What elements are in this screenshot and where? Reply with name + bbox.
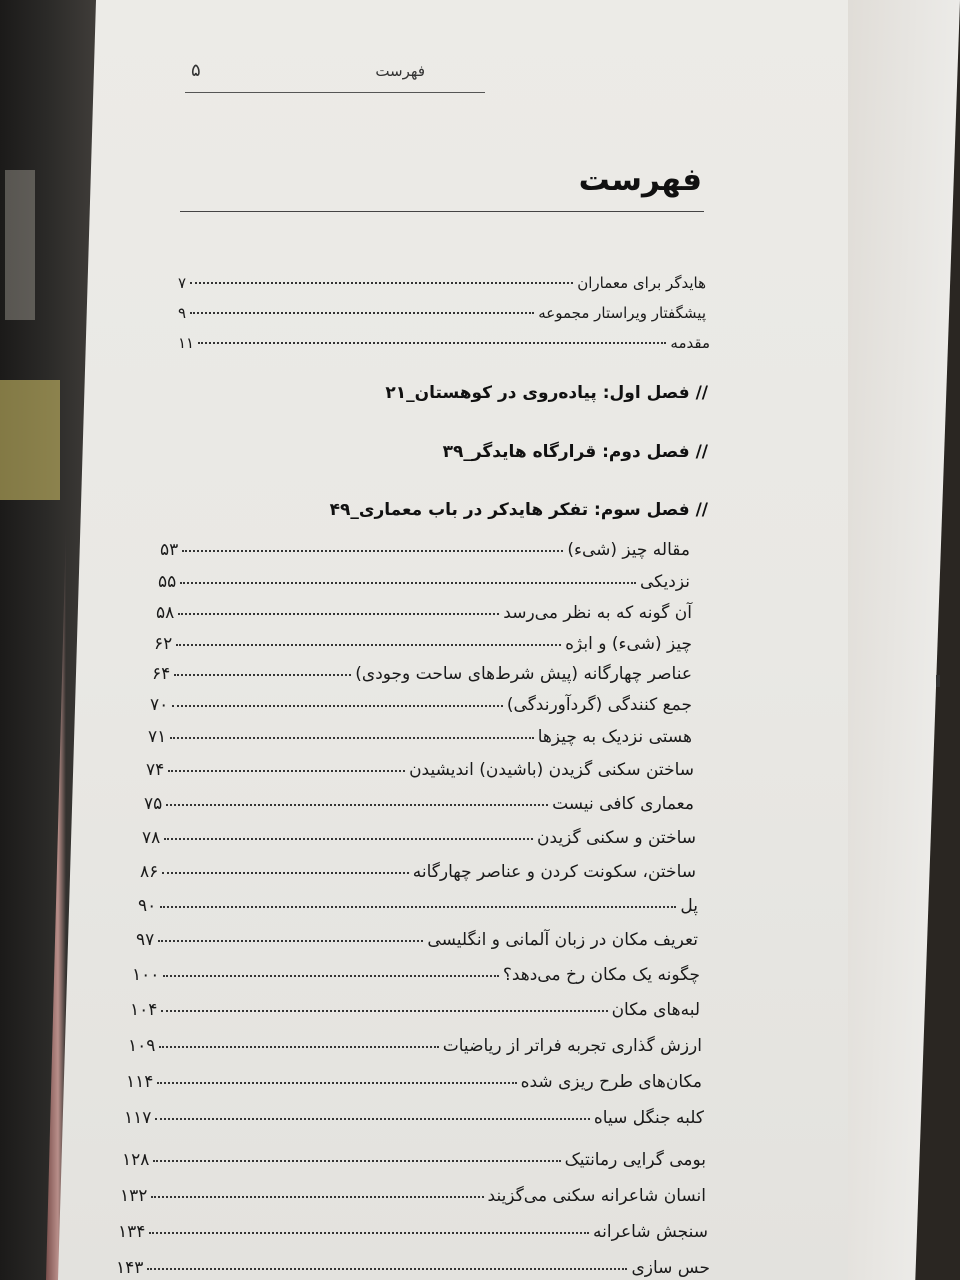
toc-label: چگونه یک مکان رخ می‌دهد؟ [502, 965, 700, 985]
toc-row[interactable] [122, 1140, 706, 1170]
toc-label: سنجش شاعرانه [593, 1222, 708, 1242]
toc-row[interactable] [154, 624, 692, 654]
toc-page: ۵۸ [156, 603, 175, 623]
toc-label: هایدگر برای معماران [577, 274, 706, 292]
leader-dots [151, 1196, 483, 1198]
leader-dots [157, 1082, 516, 1084]
toc-page: ۶۴ [152, 664, 171, 684]
leader-dots [170, 737, 533, 739]
toc-page: ۱۲۸ [122, 1150, 150, 1170]
toc-row[interactable] [160, 530, 690, 560]
chapter-heading[interactable]: // فصل اول: پیاده‌روی در کوهستان_۲۱ [385, 383, 708, 403]
toc-page: ۱۰۴ [130, 1000, 158, 1020]
toc-row[interactable] [158, 562, 690, 592]
running-head-title: فهرست [375, 62, 425, 80]
toc-label: ارزش گذاری تجربه فراتر از ریاضیات [442, 1036, 702, 1056]
toc-label: لبه‌های مکان [611, 1000, 700, 1020]
toc-row[interactable] [116, 1248, 710, 1278]
toc-label: آن گونه که به نظر می‌رسد [503, 603, 692, 623]
toc-label: معماری کافی نیست [552, 794, 694, 814]
toc-row[interactable] [178, 292, 706, 322]
running-head-page-number: ۵ [191, 60, 201, 81]
toc-row[interactable] [126, 1062, 702, 1092]
leader-dots [172, 705, 503, 707]
toc-page: ۶۲ [154, 634, 173, 654]
leader-dots [176, 644, 561, 646]
leader-dots [166, 804, 548, 806]
toc-label: ساختن سکنی گزیدن (باشیدن) اندیشیدن [409, 760, 694, 780]
toc-row[interactable] [178, 262, 706, 292]
toc-label: ساختن و سکنی گزیدن [537, 828, 696, 848]
toc-page: ۱۱ [178, 334, 195, 352]
leader-dots [190, 312, 534, 314]
toc-row[interactable] [178, 322, 710, 352]
toc-page: ۱۳۲ [120, 1186, 148, 1206]
title-rule [180, 211, 704, 212]
toc-label: نزدیکی [640, 572, 690, 592]
toc-page: ۱۱۴ [126, 1072, 154, 1092]
leader-dots [190, 282, 573, 284]
toc-page: ۱۳۴ [118, 1222, 146, 1242]
toc-label: عناصر چهارگانه (پیش شرط‌های ساحت وجودی) [355, 664, 692, 684]
leader-dots [174, 674, 351, 676]
toc-page: ۸۶ [140, 862, 159, 882]
leader-dots [149, 1232, 589, 1234]
chapter-heading[interactable]: // فصل دوم: قرارگاه هایدگر_۳۹ [442, 442, 708, 462]
leader-dots [159, 1046, 438, 1048]
toc-label: ساختن، سکونت کردن و عناصر چهارگانه [412, 862, 696, 882]
toc-label: مکان‌های طرح ریزی شده [520, 1072, 702, 1092]
toc-page: ۷۸ [142, 828, 161, 848]
toc-row[interactable] [150, 685, 692, 715]
toc-page: ۷۴ [146, 760, 165, 780]
leader-dots [161, 1010, 607, 1012]
toc-row[interactable] [136, 920, 698, 950]
page-edge-mark [936, 675, 940, 687]
toc-label: جمع کنندگی (گردآورندگی) [506, 695, 692, 715]
toc-label: انسان شاعرانه سکنی می‌گزیند [487, 1186, 706, 1206]
page-title: فهرست [578, 162, 702, 198]
toc-page: ۷۰ [150, 695, 169, 715]
toc-label: هستی نزدیک به چیزها [537, 727, 692, 747]
toc-row[interactable] [156, 593, 692, 623]
leader-dots [163, 975, 498, 977]
toc-row[interactable] [144, 784, 694, 814]
running-head [185, 58, 485, 93]
toc-row[interactable] [140, 852, 696, 882]
leader-dots [153, 1160, 560, 1162]
toc-page: ۱۴۳ [116, 1258, 144, 1278]
leader-dots [147, 1268, 627, 1270]
leader-dots [158, 940, 423, 942]
toc-page: ۹۷ [136, 930, 155, 950]
toc-page: ۵۵ [158, 572, 177, 592]
toc-label: تعریف مکان در زبان آلمانی و انگلیسی [427, 930, 698, 950]
toc-row[interactable] [118, 1212, 708, 1242]
toc-label: پل [680, 896, 698, 916]
toc-label: حس سازی [631, 1258, 710, 1278]
toc-page: ۱۱۷ [124, 1108, 152, 1128]
toc-page: ۹۰ [138, 896, 157, 916]
toc-row[interactable] [142, 818, 696, 848]
toc-row[interactable] [132, 955, 700, 985]
chapter-heading[interactable]: // فصل سوم: تفکر هایدکر در باب معماری_۴۹ [329, 500, 708, 520]
toc-page: ۱۰۹ [128, 1036, 156, 1056]
toc-label: بومی گرایی رمانتیک [564, 1150, 706, 1170]
leader-dots [160, 906, 676, 908]
toc-row[interactable] [120, 1176, 706, 1206]
leader-dots [182, 550, 563, 552]
toc-label: مقدمه [670, 334, 710, 352]
toc-page: ۵۳ [160, 540, 179, 560]
toc-page: ۱۰۰ [132, 965, 160, 985]
toc-row[interactable] [152, 654, 692, 684]
toc-label: کلبه جنگل سیاه [593, 1108, 704, 1128]
toc-label: پیشگفتار ویراستار مجموعه [538, 304, 706, 322]
toc-page: ۷ [178, 274, 187, 292]
leader-dots [155, 1118, 589, 1120]
toc-label: مقاله چیز (شیء) [567, 540, 690, 560]
toc-row[interactable] [146, 750, 694, 780]
leader-dots [162, 872, 409, 874]
leader-dots [168, 770, 405, 772]
leader-dots [164, 838, 533, 840]
toc-row[interactable] [128, 1026, 702, 1056]
toc-row[interactable] [130, 990, 700, 1020]
leader-dots [178, 613, 499, 615]
leader-dots [198, 342, 666, 344]
toc-page: ۹ [178, 304, 187, 322]
toc-page: ۷۵ [144, 794, 163, 814]
toc-page: ۷۱ [148, 727, 167, 747]
leader-dots [180, 582, 636, 584]
toc-row[interactable] [148, 717, 692, 747]
toc-row[interactable] [138, 886, 698, 916]
toc-row[interactable] [124, 1098, 704, 1128]
toc-label: چیز (شیء) و ابژه [565, 634, 692, 654]
